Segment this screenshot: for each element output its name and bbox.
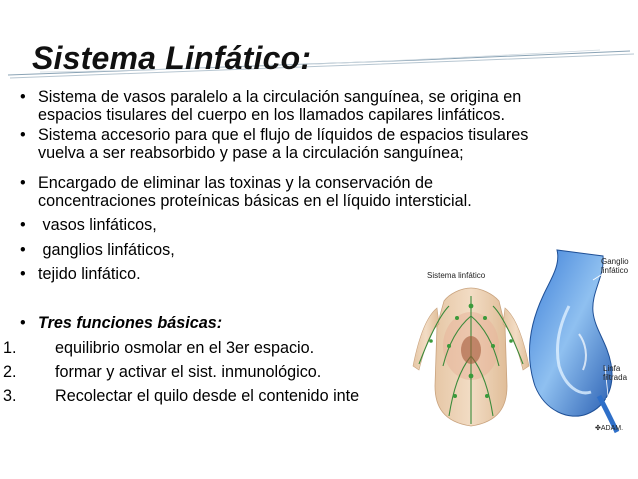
bullet-icon: • bbox=[20, 126, 26, 144]
item-text: formar y activar el sist. inmunológico. bbox=[55, 363, 322, 381]
torso-figure bbox=[413, 288, 529, 426]
illustration-caption: linfático bbox=[601, 266, 629, 275]
bullet-text: vasos linfáticos, bbox=[38, 216, 157, 234]
lymph-node-figure bbox=[529, 250, 617, 432]
bullet-icon: • bbox=[20, 265, 26, 283]
bullet-text: concentraciones proteínicas básicas en el líquido intersticial. bbox=[38, 192, 472, 210]
illustration-caption: filtrada bbox=[603, 373, 628, 382]
bullet-icon: • bbox=[20, 314, 26, 332]
slide-title: Sistema Linfático: bbox=[32, 40, 312, 76]
item-number: 2. bbox=[3, 363, 17, 381]
bullet-icon: • bbox=[20, 88, 26, 106]
bullet-text: vuelva a ser reabsorbido y pase a la circulación sanguínea; bbox=[38, 144, 464, 162]
bullet-text: Sistema accesorio para que el flujo de líquidos de espacios tisulares bbox=[38, 126, 529, 144]
bullet-text: tejido linfático. bbox=[38, 265, 141, 283]
bullet-text: Sistema de vasos paralelo a la circulación sanguínea, se origina en bbox=[38, 88, 522, 106]
item-text: equilibrio osmolar en el 3er espacio. bbox=[55, 339, 315, 357]
bullet-icon: • bbox=[20, 174, 26, 192]
bullet-text: Encargado de eliminar las toxinas y la conservación de bbox=[38, 174, 434, 192]
bullet-icon: • bbox=[20, 216, 26, 234]
adam-logo: ✤ADAM. bbox=[595, 425, 624, 432]
item-text: Recolectar el quilo desde el contenido inte bbox=[55, 387, 360, 405]
lymphatic-system-illustration bbox=[409, 246, 629, 436]
bullet-text: ganglios linfáticos, bbox=[38, 241, 175, 259]
item-number: 3. bbox=[3, 387, 17, 405]
illustration-caption: Ganglio bbox=[601, 257, 629, 266]
bullet-icon: • bbox=[20, 241, 26, 259]
illustration-caption: Linfa bbox=[603, 364, 621, 373]
functions-heading: Tres funciones básicas: bbox=[38, 314, 223, 332]
bullet-text: espacios tisulares del cuerpo en los llamados capilares linfáticos. bbox=[38, 106, 505, 124]
item-number: 1. bbox=[3, 339, 17, 357]
illustration-caption: Sistema linfático bbox=[427, 271, 486, 280]
